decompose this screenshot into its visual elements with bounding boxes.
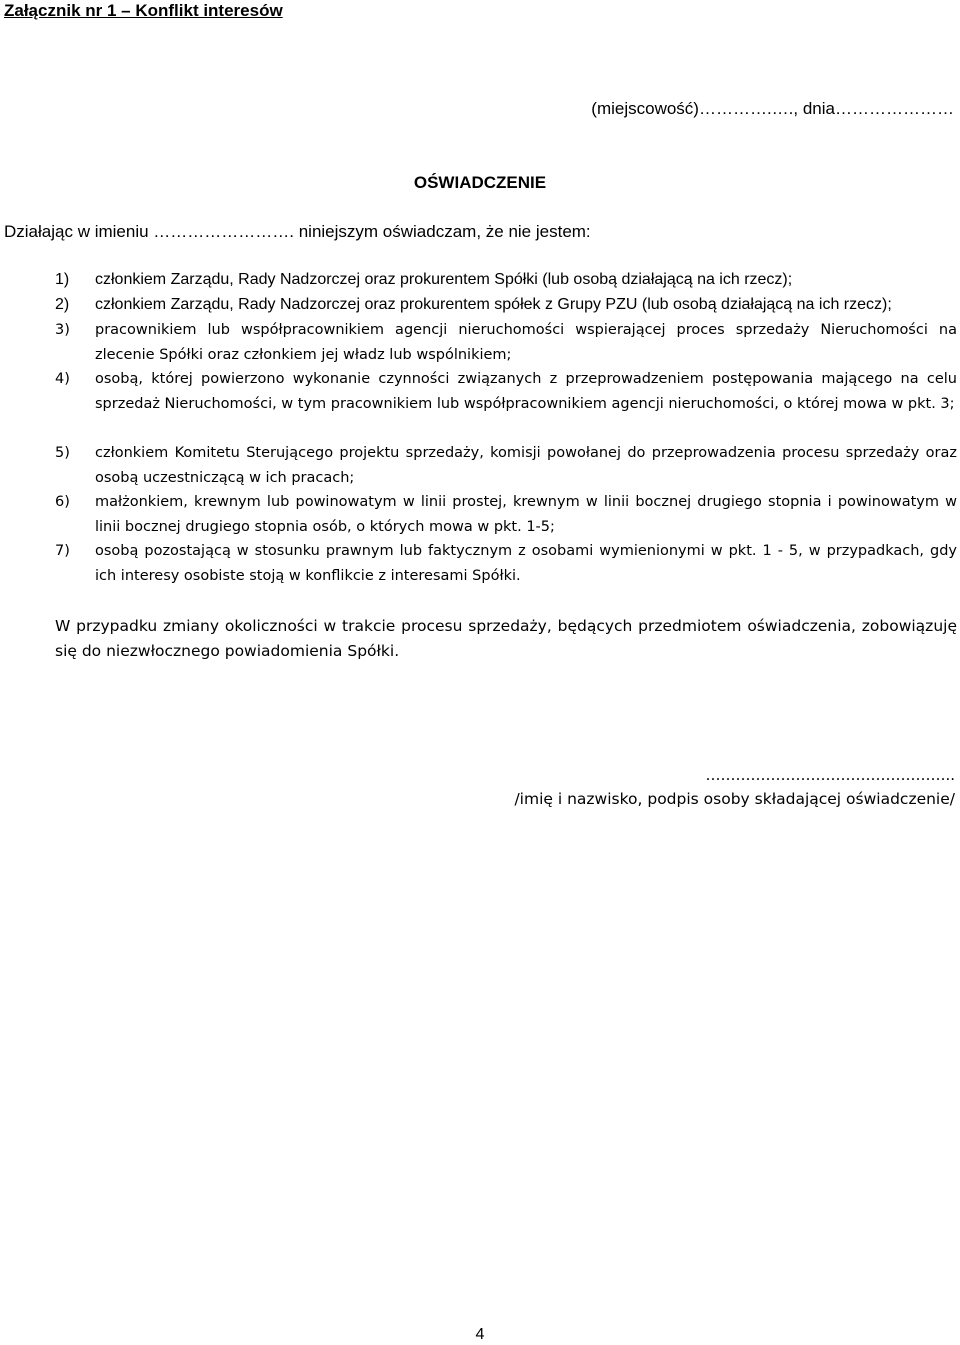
intro-statement: Działając w imieniu ……………………. niniejszym oświadczam, że nie jestem: (4, 222, 591, 241)
list-item-number: 7) (55, 543, 70, 559)
list-item-number: 3) (55, 322, 70, 338)
list-item-number: 4) (55, 371, 70, 387)
list-item (55, 490, 957, 539)
list-item-number: 5) (55, 445, 70, 461)
place-date-line: (miejscowość)………….…., dnia………………… (591, 99, 954, 118)
list-item-text: pracownikiem lub współpracownikiem agencji nieruchomości wspierającej proces sprzedaży Nieruchomości na zlecenie Spółki oraz członkiem jej władz lub wspólnikiem; (95, 322, 957, 363)
list-item (55, 293, 957, 318)
list-item-number: 6) (55, 494, 70, 510)
list-item-text: członkiem Zarządu, Rady Nadzorczej oraz prokurentem Spółki (lub osobą działającą na ich rzecz); (95, 271, 793, 288)
list-item-text: członkiem Komitetu Sterującego projektu sprzedaży, komisji powołanej do przeprowadzenia procesu sprzedaży oraz osobą uczestniczącą w ich pracach; (95, 445, 957, 486)
list-item-text: osobą pozostającą w stosunku prawnym lub faktycznym z osobami wymienionymi w pkt. 1 - 5, w przypadkach, gdy ich interesy osobiste stoją w konflikcie z interesami Spółki. (95, 543, 957, 584)
signature-line: ………………………………………….. (705, 766, 955, 784)
page-number: 4 (475, 1326, 485, 1343)
list-item-text: małżonkiem, krewnym lub powinowatym w linii prostej, krewnym w linii bocznej drugiego stopnia i powinowatym w linii bocznej drugiego stopnia osób, o których mowa w pkt. 1-5; (95, 494, 957, 535)
annex-title: Załącznik nr 1 – Konflikt interesów (4, 1, 283, 20)
list-item-number: 1) (55, 271, 70, 288)
signature-label: /imię i nazwisko, podpis osoby składającej oświadczenie/ (514, 790, 955, 808)
closing-paragraph: W przypadku zmiany okoliczności w trakcie procesu sprzedaży, będących przedmiotem oświadczenia, zobowiązuję się do niezwłocznego powiadomienia Spółki. (55, 617, 957, 660)
list-item (55, 367, 957, 416)
list-item (55, 318, 957, 367)
list-item (55, 539, 957, 588)
document-heading: OŚWIADCZENIE (413, 173, 547, 192)
list-item-text: członkiem Zarządu, Rady Nadzorczej oraz prokurentem spółek z Grupy PZU (lub osobą działającą na ich rzecz); (95, 296, 892, 313)
list-item (55, 441, 957, 490)
list-item (55, 268, 957, 293)
list-item-number: 2) (55, 296, 70, 313)
list-item-text: osobą, której powierzono wykonanie czynności związanych z przeprowadzeniem postępowania mającego na celu sprzedaż Nieruchomości, w tym pracownikiem lub współpracownikiem agencji nieruchomości, o której mowa w pkt. 3; (95, 371, 957, 412)
